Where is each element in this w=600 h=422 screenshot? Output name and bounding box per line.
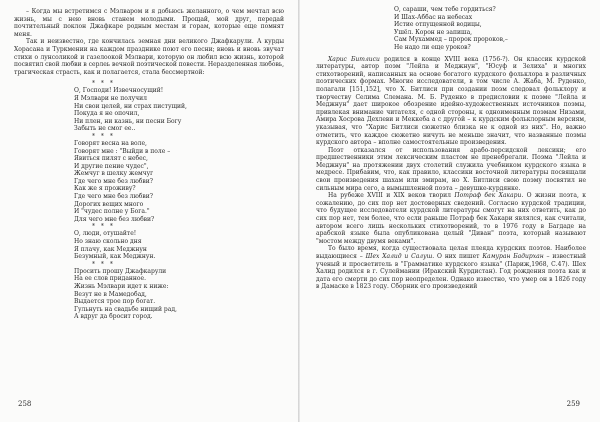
verse-line: Дорогих вещих много bbox=[74, 200, 144, 208]
verse-line: Просить прошу Джафкарули bbox=[74, 267, 167, 275]
left-page bbox=[0, 0, 298, 422]
verse-line: Ушёл. Корон не запиша, bbox=[394, 28, 473, 36]
verse-line: Не надо ли еще уроков? bbox=[394, 43, 471, 51]
right-paragraph-1 bbox=[316, 56, 586, 147]
verse-line: Я Мэлвари не получил bbox=[74, 94, 147, 102]
verse-line: И Шах-Аббас на небесах bbox=[394, 13, 473, 21]
verse-line: Я плачу, как Меджнун bbox=[74, 245, 147, 253]
paragraph-text: На рубеже XVIII и XIX веков творил bbox=[328, 192, 455, 200]
verse-line: Говорят мне : "Выйди в поле – bbox=[74, 147, 171, 155]
verse-line: И другие пение чудес", bbox=[74, 162, 149, 170]
verse-line: Где чего мне без любви? bbox=[74, 177, 154, 185]
verse-line: Сам Мухаммед – пророк пророков,– bbox=[394, 36, 508, 44]
stanza-separator: * * * bbox=[92, 132, 115, 140]
paragraph-text: родился в конце XVIII века (1756-?). Он классик курдской литературы, автор поэм "Лейла и Меджнун", "Юсуф и Зелиха" и многих стихотворений, написанных на основе богатого курдского фольклора в различных поэтических формах. Многие исследователи, в том числе А. Жаба, М. Руденко, полагали [151,152], что Х. Битлиси при создании поэм следовал фольклору и творчеству Селима Слемана. М. Б. Руденко в предисловии к поэме "Лейла и Меджнун" дает широкое обозрение идейно-художественных источников поэмы, привлекая внимание читателя, с одной стороны, к одноименным поэмам Низами, Амира Хосрова Дехлеви и Меккеба а с другой – к курдским фольклорным версиям, указывая, что "Харис Битлиси сюжетно близка не к одной из них". Но, важно отметить, что каждое сюжетно ничуть не меньше значит, что названные поэмы курдского автора – вполне самостоятельные произведения. bbox=[316, 55, 586, 147]
verse-line: Забыть не смог ее.. bbox=[74, 125, 136, 133]
stanza-separator: * * * bbox=[92, 80, 115, 88]
verse-line: Гульнуть на свадьбе нищий рад, bbox=[74, 305, 177, 313]
verse-line: Но знаю скольно дня bbox=[74, 238, 142, 246]
verse-line: О, люди, отушайте! bbox=[74, 230, 137, 238]
page-number-left: 258 bbox=[18, 400, 32, 408]
verse-line: Ни плен, ни казнь, ни песни Богу bbox=[74, 117, 182, 125]
stanza-3 bbox=[74, 230, 284, 260]
verse-line: Как же я проживу? bbox=[74, 185, 136, 193]
verse-line: О, сараши, чем тебе гордиться? bbox=[394, 6, 496, 13]
author-name: Камуран Бадирхан bbox=[482, 253, 544, 260]
paragraph-text: . О жизни поэта, к сожалению, до сих пор нет достоверных сведений. Согласно курдской традиции, что будущее исследователи курдской литературы смогут на них ответить, как до сих пор нет, тем более, что если раньше Потраф бек Хакари являлся, как считали, автором всего лишь нескольких стихотворений, то в 1976 году в Багдаде на арабской языке была опубликована целый "Диван" поэта, который называют "мостом между двумя веками". bbox=[316, 192, 586, 245]
verse-line: Жемчуг в шелку жемчуг bbox=[74, 170, 154, 178]
verse-line: Для чего мне без любви? bbox=[74, 215, 155, 223]
poet-name: Шех Халид и Салуш bbox=[365, 253, 433, 260]
paragraph-text: . О них пишет bbox=[432, 253, 483, 260]
right-paragraph-4 bbox=[316, 245, 586, 291]
verse-line: Истие отпущенной водицы, bbox=[394, 21, 482, 29]
verse-line: Где чего мне без любви? bbox=[74, 193, 154, 201]
verse-line: Говорят весна на воле, bbox=[74, 139, 147, 147]
verse-top bbox=[394, 6, 586, 52]
paragraph-text: – известный ученый и просветитель в "Грамматике курдского языка" (Париж,1968, С.47). Шех Халид родился в г. Сулеймании (Иракский Курдистан). Год рождения поэта как и дата его смерти до сих пор неопределен. Однако известно, что умер он в 1826 году в Дамаске в 1823 году. Сборник его произведений bbox=[316, 253, 586, 291]
verse-line: Жизнь Мэлвари идет к ниже: bbox=[74, 283, 169, 290]
verse-line: О, Господи! Извечносущий! bbox=[74, 87, 164, 95]
verse-line: Ни свои целей, ни страх пистущий, bbox=[74, 102, 187, 110]
stanza-4 bbox=[74, 268, 284, 321]
verse-line: Явиться пилят с небес, bbox=[74, 155, 148, 163]
verse-line: И "чудес полне у Бога." bbox=[74, 208, 150, 216]
verse-line: Покуда я не опочил, bbox=[74, 110, 140, 118]
stanza-separator: * * * bbox=[92, 260, 115, 268]
verse-line: Безумный, как Меджнун. bbox=[74, 253, 156, 261]
right-page bbox=[300, 0, 600, 422]
stanza-2 bbox=[74, 140, 284, 224]
right-paragraph-3 bbox=[316, 192, 586, 245]
left-paragraph-2: Так и неизвестно, где кончилась земная дни великого Джафкарули. А курды Хорасана и Туркмении на каждом празднике поют его песни; вновь и вновь звучат стихи о лунсоликой и газелоокой Мэлвари, которую он любил всю жизнь, которой посвятил свой любви в серлеь вечной поэтической повести. Неразделенная любовь, трагическая страсть, как и полагается, стала бессмертной: bbox=[14, 38, 284, 76]
page-number-right: 259 bbox=[566, 400, 580, 408]
paragraph-text: То было время, когда существовала целая плеяда курдских поэтов. Наиболее выдающиеся – bbox=[316, 245, 586, 260]
verse-line: На ее слов приданное. bbox=[74, 275, 146, 283]
stanza-separator: * * * bbox=[92, 223, 115, 231]
poet-name: Харис Битлиси bbox=[328, 55, 380, 63]
verse-line: А вдруг да бросит город. bbox=[74, 313, 153, 321]
left-paragraph-1: – Когда мы встретимся с Мэлваром и я добьюсь желанного, о чем мечтал всю жизнь, мы с нею вновь станем молодыми. Прощай, мой друг, передай почтительный поклон Джафкаре родным местам и горам, которые еще помнят меня. bbox=[14, 8, 284, 38]
poet-name: Потраф бек Хакари bbox=[454, 192, 522, 200]
verse-line: Выдается трое пор богат. bbox=[74, 298, 156, 306]
stanza-1 bbox=[74, 87, 284, 133]
right-paragraph-2: Поэт отказался от использования арабо-персидской лексики; его предшественники этим лексическим пластом не пренебрегали. Поэма "Лейла и Меджнун" на протяжении двух столетий служила учебником курдского языка в медресе. Прибавим, что, как правило, классики восточной литературы посвящали свои произведения шахам или эмирам, но Х. Битлиси свою поэму посвятил не сильным мира сего, а вымышленной поэтa – девушке-курдянке. bbox=[316, 146, 586, 192]
verse-line: Везут не в Мамедобад, bbox=[74, 290, 147, 298]
